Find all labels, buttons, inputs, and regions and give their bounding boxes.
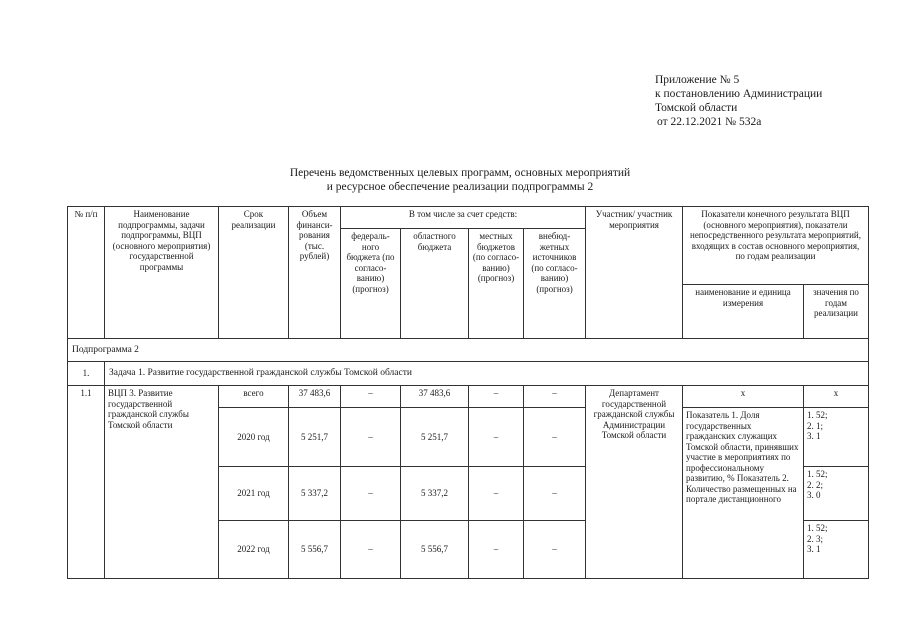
term-2021: 2021 год — [219, 467, 289, 521]
vcp-num: 1.1 — [68, 386, 105, 579]
programs-table — [67, 206, 869, 579]
value-2021-3: 3. 0 — [807, 490, 821, 500]
federal-2020: – — [341, 408, 401, 467]
document-title — [180, 166, 740, 194]
federal-2021: – — [341, 467, 401, 521]
header-indicators: Показатели конечного результата ВЦП (основного мероприятия), показатели непосредственного результата мероприятий, входящих в состав основного мероприятия, по годам реализации — [683, 207, 869, 285]
appendix-line-1: Приложение № 5 — [655, 74, 740, 86]
regional-2020: 5 251,7 — [401, 408, 469, 467]
header-name: Наименование подпрограммы, задачи подпрограммы, ВЦП (основного мероприятия) государственной программы — [105, 207, 219, 339]
appendix-line-3: Томской области — [655, 102, 738, 114]
term-2022: 2022 год — [219, 521, 289, 579]
indicator-text: Показатель 1. Доля государственных гражданских служащих Томской области, принявших участие в мероприятиях по профессиональному развитию, % Показатель 2. Количество размещенных на портале дистанционного — [683, 408, 804, 579]
extra-2020: – — [524, 408, 586, 467]
values-2021 — [804, 467, 869, 521]
term-total: всего — [219, 386, 289, 408]
header-participant: Участник/ участник мероприятия — [586, 207, 683, 339]
value-2020-3: 3. 1 — [807, 431, 821, 441]
indicator-name-total: х — [683, 386, 804, 408]
local-total: – — [469, 386, 524, 408]
header-local: местных бюджетов (по согласо-ванию) (прогноз) — [469, 229, 524, 339]
value-2022-3: 3. 1 — [807, 544, 821, 554]
value-2020-2: 2. 1; — [807, 420, 824, 431]
local-2022: – — [469, 521, 524, 579]
vcp-name: ВЦП 3. Развитие государственной гражданской службы Томской области — [105, 386, 219, 579]
header-extra: внебюд-жетных источников (по согласо-ванию) (прогноз) — [524, 229, 586, 339]
appendix-block — [655, 73, 822, 129]
subprogram-row: Подпрограмма 2 — [68, 339, 869, 362]
header-regional: областного бюджета — [401, 229, 469, 339]
value-2021-1: 1. 52; — [807, 469, 828, 479]
header-indicator-name: наименование и единица измерения — [683, 285, 804, 339]
header-including: В том числе за счет средств: — [341, 207, 586, 229]
local-2021: – — [469, 467, 524, 521]
header-volume: Объем финанси-рования (тыс. рублей) — [289, 207, 341, 339]
task-num: 1. — [68, 362, 105, 386]
title-line-1: Перечень ведомственных целевых программ, основных мероприятий — [289, 167, 631, 179]
header-term: Срок реализации — [219, 207, 289, 339]
regional-2022: 5 556,7 — [401, 521, 469, 579]
value-2021-2: 2. 2; — [807, 479, 824, 490]
value-2020-1: 1. 52; — [807, 410, 828, 420]
volume-2021: 5 337,2 — [289, 467, 341, 521]
federal-total: – — [341, 386, 401, 408]
values-2022 — [804, 521, 869, 579]
header-num: № п/п — [68, 207, 105, 339]
local-2020: – — [469, 408, 524, 467]
appendix-line-2: к постановлению Администрации — [655, 88, 823, 100]
regional-total: 37 483,6 — [401, 386, 469, 408]
header-federal: федераль-ного бюджета (по согласо-ванию) (прогноз) — [341, 229, 401, 339]
header-indicator-values: значения по годам реализации — [804, 285, 869, 339]
value-2022-1: 1. 52; — [807, 523, 828, 533]
term-2020: 2020 год — [219, 408, 289, 467]
participant-cell: Департамент государственной гражданской службы Администрации Томской области — [586, 386, 683, 579]
volume-total: 37 483,6 — [289, 386, 341, 408]
task-text: Задача 1. Развитие государственной гражданской службы Томской области — [105, 362, 869, 386]
appendix-line-4: от 22.12.2021 № 532а — [657, 116, 762, 128]
regional-2021: 5 337,2 — [401, 467, 469, 521]
title-line-2: и ресурсное обеспечение реализации подпрограммы 2 — [326, 181, 594, 193]
indicator-values-total: х — [804, 386, 869, 408]
federal-2022: – — [341, 521, 401, 579]
value-2022-2: 2. 3; — [807, 533, 824, 544]
extra-2021: – — [524, 467, 586, 521]
extra-2022: – — [524, 521, 586, 579]
volume-2020: 5 251,7 — [289, 408, 341, 467]
extra-total: – — [524, 386, 586, 408]
volume-2022: 5 556,7 — [289, 521, 341, 579]
values-2020 — [804, 408, 869, 467]
